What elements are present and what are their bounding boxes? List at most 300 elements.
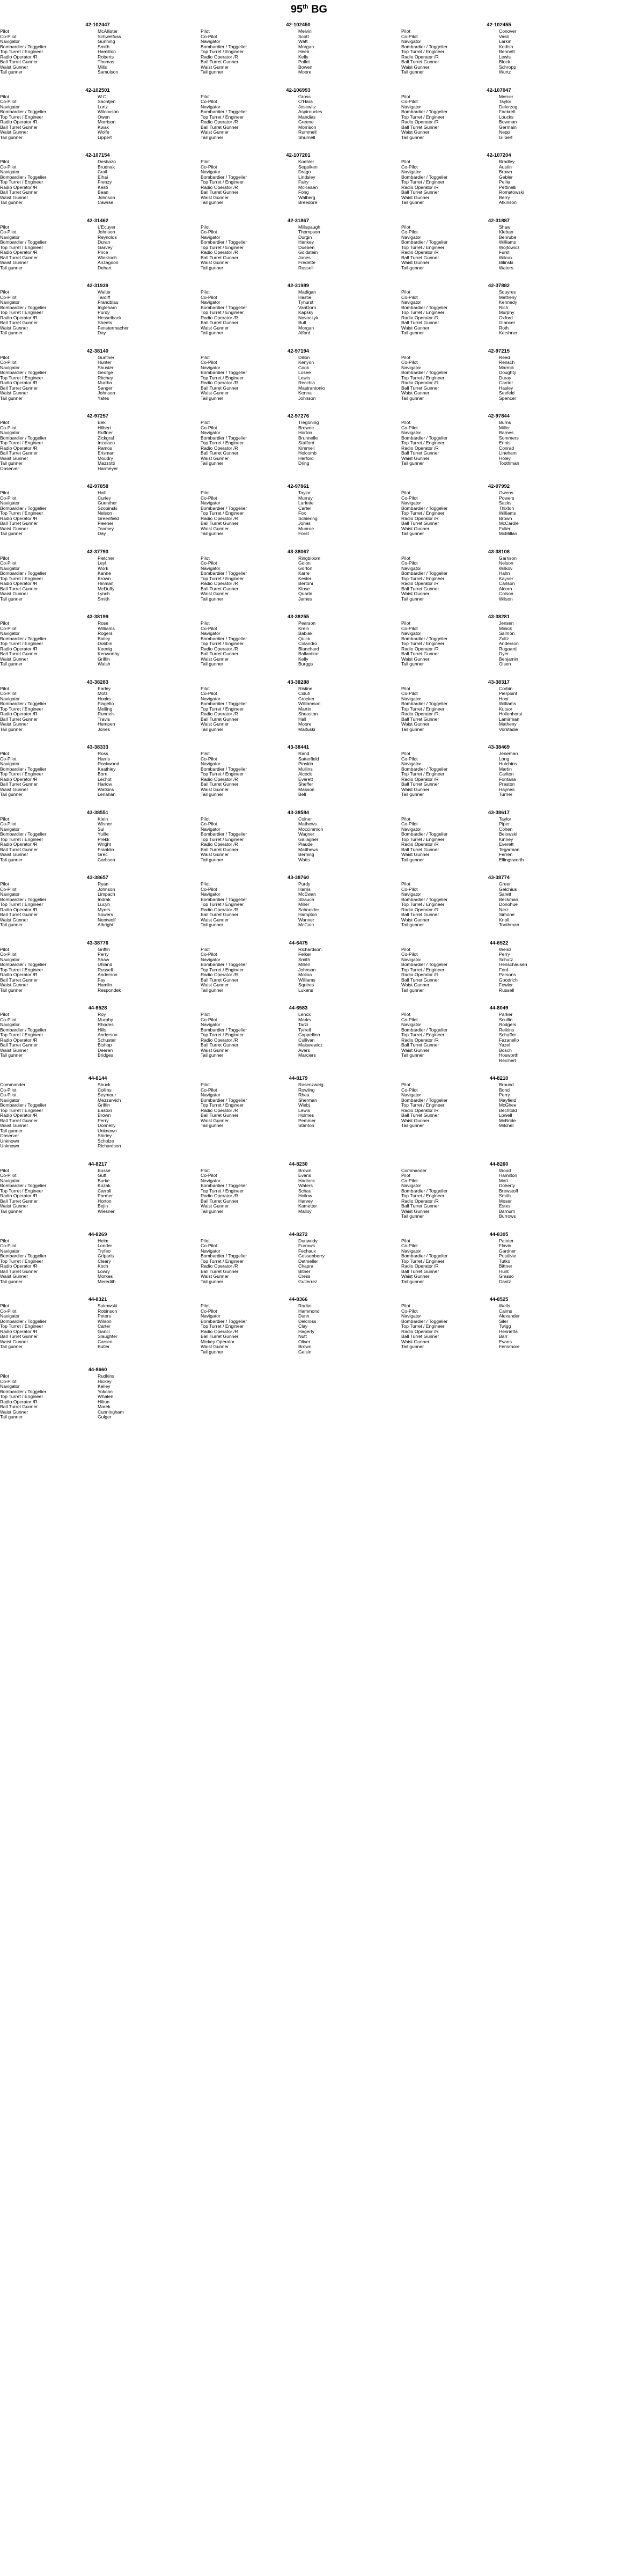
aircraft-serial: 42-102447	[85, 22, 110, 28]
crew-member-name: Rand	[298, 751, 310, 756]
aircraft-serial: 43-38108	[488, 548, 510, 555]
crew-position: Bombardier / Toggelier	[0, 1389, 47, 1394]
crew-position: Radio Operator /R	[201, 1329, 238, 1334]
crew-member-row	[0, 858, 195, 863]
crew-member-row	[0, 245, 195, 251]
crew-member-name: Felker	[298, 952, 311, 957]
crew-position: Radio Operator /R	[401, 842, 439, 847]
crew-member-name: Benrube	[499, 235, 517, 240]
crew-member-name: Work	[98, 566, 108, 571]
aircraft-serial: 43-38199	[86, 614, 109, 620]
aircraft-serial: 42-107201	[286, 152, 311, 158]
crew-member-row	[0, 1168, 195, 1174]
crew-position: Co-Pilot	[401, 164, 418, 170]
crew-member-row	[401, 918, 597, 923]
crew-member-row	[401, 597, 597, 602]
crew-position: Waist Gunner	[201, 1118, 229, 1123]
crew-position: Radio Operator /R	[401, 445, 439, 451]
crew-member-row	[0, 200, 195, 206]
crew-member-row	[0, 641, 195, 647]
crew-member-row	[201, 370, 396, 376]
crew-position: Ball Turret Gunner	[401, 385, 439, 391]
crew-member-row	[201, 115, 396, 120]
crew-position: Navigator	[201, 1248, 220, 1254]
crew-member-name: Duran	[98, 240, 111, 245]
crew-member-row	[201, 326, 396, 331]
crew-position: Pilot	[0, 947, 9, 952]
crew-member-name: Tyhurst	[298, 300, 314, 305]
aircraft-serial: 42-31867	[287, 217, 310, 224]
crew-position: Co-Pilot	[0, 561, 17, 566]
crew-position: Top Turret / Engineer	[401, 245, 445, 250]
crew-member-name: Sheffer	[298, 782, 313, 787]
crew-member-row	[0, 125, 195, 130]
crew-member-name: Greenfield	[98, 516, 119, 521]
crew-member-name: Curley	[98, 495, 111, 501]
crew-position: Radio Operator /R	[0, 120, 38, 125]
crew-member-row	[0, 1139, 195, 1144]
crew-member-row	[201, 190, 396, 195]
crew-member-row	[0, 1254, 195, 1259]
crew-member-name: Thompson	[298, 230, 320, 235]
crew-position: Tail gunner	[0, 396, 23, 401]
crew-member-row	[401, 827, 597, 832]
crew-position: Radio Operator /R	[201, 777, 238, 782]
crew-member-row	[0, 1329, 195, 1335]
crew-position: Ball Turret Gunner	[201, 1269, 239, 1274]
crew-member-row	[401, 882, 597, 887]
crew-member-name: Williams	[499, 701, 516, 706]
crew-position: Co-Pilot	[401, 495, 418, 501]
crew-member-row	[401, 360, 597, 365]
crew-member-row	[401, 1058, 597, 1064]
crew-member-row	[0, 120, 195, 125]
crew-position: Waist Gunner	[0, 456, 28, 461]
crew-position: Tail gunner	[201, 200, 224, 205]
crew-position: Navigator	[201, 566, 220, 571]
crew-position: Radio Operator /R	[0, 646, 38, 652]
crew-member-name: Frenzy	[98, 180, 112, 185]
crew-member-name: Olsen	[499, 662, 511, 667]
crew-member-name: Melvin	[298, 29, 312, 34]
crew-member-name: Roy	[98, 1012, 106, 1017]
crew-position: Radio Operator /R	[201, 1264, 238, 1269]
crew-position: Co-Pilot	[401, 691, 418, 696]
crew-position: Co-Pilot	[0, 1308, 17, 1314]
crew-position: Top Turret / Engineer	[201, 706, 244, 712]
crew-position: Ball Turret Gunner	[201, 652, 239, 656]
crew-member-name: Brunnelle	[298, 435, 318, 441]
aircraft-serial: 42-97276	[287, 413, 310, 419]
crew-member-name: Preston	[499, 782, 515, 787]
crew-position: Radio Operator /R	[401, 54, 439, 60]
crew-member-row	[0, 587, 195, 592]
crew-member-row	[0, 1404, 195, 1410]
crew-member-name: Moore	[298, 722, 312, 727]
crew-member-name: Hilton	[98, 1399, 109, 1404]
crew-member-row	[201, 827, 396, 832]
crew-position: Top Turret / Engineer	[201, 245, 244, 250]
crew-position: Top Turret / Engineer	[401, 837, 445, 842]
crew-member-row	[201, 441, 396, 446]
crew-position: Waist Gunner	[201, 391, 229, 396]
crew-member-name: Griparis	[98, 1254, 114, 1258]
crew-member-name: Blanchard	[298, 646, 319, 652]
crew-position: Co-Pilot	[0, 1243, 17, 1248]
crew-position: Top Turret / Engineer	[201, 772, 244, 777]
crew-member-row	[0, 295, 195, 301]
crew-member-name: Smith	[499, 1194, 511, 1198]
crew-member-row	[401, 135, 597, 141]
crew-member-row	[0, 105, 195, 110]
crew-member-row	[401, 762, 597, 767]
crew-position: Navigator	[0, 1022, 20, 1027]
crew-member-name: Bell	[298, 792, 306, 797]
crew-member-row	[401, 621, 597, 626]
crew-position: Co-Pilot	[401, 1017, 418, 1022]
crew-block	[401, 1075, 597, 1129]
crew-member-row	[401, 792, 597, 797]
crew-member-name: Fensmore	[499, 1344, 520, 1349]
crew-member-row	[201, 511, 396, 516]
crew-position: Co-Pilot	[201, 691, 217, 696]
crew-position: Tail gunner	[201, 1053, 224, 1058]
crew-block	[201, 1296, 396, 1355]
crew-position: Waist Gunner	[0, 1274, 28, 1279]
crew-member-name: Dehart	[98, 265, 112, 270]
crew-member-row	[401, 722, 597, 727]
crew-position: Navigator	[201, 826, 220, 832]
crew-member-row	[401, 897, 597, 903]
crew-member-name: Gross	[298, 94, 311, 99]
crew-member-name: Turner	[499, 792, 512, 797]
crew-member-row	[401, 1043, 597, 1048]
crew-member-row	[0, 727, 195, 733]
crew-position: Waist Gunner	[401, 260, 430, 265]
crew-position: Navigator	[201, 1314, 220, 1319]
crew-member-name: Evans	[298, 1173, 311, 1178]
crew-member-name: Romatowski	[499, 190, 524, 195]
crew-member-name: Lowry	[98, 1269, 110, 1274]
crew-member-name: Rodgers	[499, 1022, 517, 1027]
crew-member-name: Bowman	[499, 120, 517, 125]
crew-position: Navigator	[401, 1093, 421, 1097]
crew-member-row	[201, 396, 396, 401]
crew-member-row	[201, 1329, 396, 1335]
crew-member-name: Taylor	[298, 491, 311, 495]
crew-member-row	[401, 190, 597, 195]
crew-position: Ball Turret Gunner	[201, 385, 239, 391]
crew-member-name: Gulger	[98, 1415, 112, 1419]
crew-member-row	[0, 501, 195, 506]
crew-position: Tail gunner	[401, 596, 424, 602]
crew-member-name: Schwelfuss	[98, 34, 121, 39]
crew-member-name: Garvey	[98, 245, 113, 250]
crew-member-name: Schneider	[298, 907, 319, 912]
crew-position: Radio Operator /R	[401, 250, 439, 255]
crew-position: Ball Turret Gunner	[201, 586, 239, 591]
crew-member-row	[201, 751, 396, 757]
crew-member-row	[201, 235, 396, 240]
crew-position: Pilot	[401, 29, 410, 34]
crew-position: Tail gunner	[201, 987, 224, 993]
crew-position: Co-Pilot	[201, 1087, 217, 1093]
crew-member-name: Novoczyk	[298, 315, 319, 320]
crew-member-name: Block	[499, 60, 511, 64]
crew-position: Radio Operator /R	[0, 185, 38, 190]
crew-position: Pilot	[0, 420, 9, 425]
crew-member-row	[201, 701, 396, 707]
crew-member-name: Erisman	[98, 451, 115, 456]
crew-position: Ball Turret Gunner	[401, 652, 439, 656]
crew-member-row	[0, 923, 195, 928]
crew-position: Top Turret / Engineer	[401, 967, 445, 972]
crew-member-name: Painter	[499, 1238, 514, 1243]
crew-position: Top Turret / Engineer	[201, 114, 244, 120]
crew-member-name: Rummell	[298, 130, 317, 135]
crew-member-name: Dobbin	[98, 641, 113, 646]
crew-member-name: McBride	[499, 1118, 516, 1123]
crew-member-row	[201, 631, 396, 636]
crew-member-row	[201, 641, 396, 647]
crew-member-row	[401, 195, 597, 201]
aircraft-serial: 42-107204	[487, 152, 511, 158]
crew-member-row	[201, 571, 396, 576]
crew-member-row	[0, 1209, 195, 1214]
crew-member-name: Goodrich	[499, 977, 518, 983]
crew-position: Mickey Operator	[201, 1339, 235, 1344]
crew-member-row	[0, 99, 195, 105]
crew-member-row	[201, 912, 396, 918]
crew-member-name: Wilcoxson	[98, 109, 119, 114]
crew-member-name: Moccimmon	[298, 826, 323, 832]
crew-member-row	[201, 266, 396, 271]
crew-member-row	[201, 842, 396, 847]
crew-member-row	[401, 983, 597, 988]
crew-member-name: Ganci	[98, 1329, 110, 1334]
crew-member-name: Wells	[499, 1304, 510, 1308]
crew-member-row	[401, 1309, 597, 1314]
crew-member-name: Stanton	[298, 1123, 314, 1128]
crew-member-name: Scholze	[98, 1138, 114, 1144]
crew-member-name: Johnson	[98, 887, 115, 892]
crew-member-name: Cook	[298, 365, 310, 370]
crew-member-name: Sarett	[499, 892, 511, 897]
crew-member-name: Makarewicz	[298, 1043, 323, 1048]
crew-member-row	[201, 897, 396, 903]
crew-position: Waist Gunner	[201, 526, 229, 531]
crew-member-name: Owen	[98, 114, 110, 120]
crew-member-name: Karre	[298, 571, 310, 576]
crew-position: Top Turret / Engineer	[401, 772, 445, 777]
crew-position: Top Turret / Engineer	[401, 1194, 445, 1198]
crew-position: Observer	[0, 1133, 19, 1138]
crew-member-row	[401, 300, 597, 305]
crew-position: Waist Gunner	[0, 325, 28, 331]
crew-member-row	[401, 1012, 597, 1018]
crew-member-name: Williams	[499, 511, 516, 516]
crew-member-name: Radke	[298, 1304, 312, 1308]
crew-position: Top Turret / Engineer	[401, 441, 445, 445]
crew-member-row	[0, 817, 195, 822]
crew-member-name: Bek	[98, 420, 106, 425]
crew-position: Co-Pilot	[0, 691, 17, 696]
crew-member-name: Maltuski	[298, 727, 315, 732]
crew-member-name: Sukowski	[98, 1304, 117, 1308]
crew-position: Ball Turret Gunner	[0, 652, 38, 656]
crew-member-name: Keathley	[98, 766, 116, 772]
crew-position: Pilot	[201, 94, 210, 99]
crew-block	[201, 809, 396, 863]
crew-position: Waist Gunner	[201, 130, 229, 135]
crew-position: Top Turret / Engineer	[0, 772, 43, 777]
crew-member-name: Carter	[298, 506, 311, 511]
crew-member-row	[401, 109, 597, 115]
crew-member-row	[0, 1279, 195, 1285]
crew-member-name: Sheaston	[298, 712, 318, 716]
crew-member-row	[0, 130, 195, 135]
crew-member-row	[0, 1340, 195, 1345]
crew-position: Tail gunner	[0, 1128, 23, 1133]
crew-position: Navigator	[201, 104, 220, 109]
crew-member-row	[201, 1173, 396, 1179]
crew-member-row	[0, 1344, 195, 1350]
crew-position: Pilot	[0, 1374, 9, 1379]
crew-member-name: Johnson	[98, 230, 115, 235]
crew-position: Navigator	[0, 39, 20, 44]
crew-position: Waist Gunner	[401, 787, 430, 792]
crew-member-row	[0, 847, 195, 853]
crew-member-row	[0, 887, 195, 892]
crew-member-row	[201, 1304, 396, 1309]
crew-member-row	[0, 626, 195, 632]
crew-member-name: Bishop	[98, 1043, 112, 1048]
crew-position: Tail gunner	[0, 331, 23, 335]
crew-position: Waist Gunner	[0, 852, 28, 857]
crew-member-name: Horton	[298, 430, 312, 435]
crew-member-name: Fontana	[499, 777, 516, 782]
crew-member-name: Madigan	[298, 290, 316, 295]
crew-member-name: Recchia	[298, 380, 315, 385]
crew-member-row	[401, 331, 597, 336]
crew-member-name: Miller	[499, 425, 510, 430]
crew-position: Navigator	[401, 1248, 421, 1254]
crew-position: Top Turret / Engineer	[0, 180, 43, 185]
crew-position: Ball Turret Gunner	[401, 255, 439, 260]
crew-position: Radio Operator /R	[201, 907, 238, 912]
crew-position: Top Turret / Engineer	[0, 576, 43, 581]
crew-position: Waist Gunner	[401, 195, 430, 200]
crew-member-name: Richardson	[298, 947, 322, 952]
crew-member-row	[0, 380, 195, 386]
crew-member-name: Helm	[98, 1238, 109, 1243]
crew-member-row	[401, 461, 597, 466]
crew-member-row	[401, 1194, 597, 1199]
crew-position: Bombardier / Toggelier	[201, 701, 247, 706]
crew-member-name: Watts	[298, 857, 310, 862]
crew-member-name: Pinskin	[298, 762, 313, 766]
crew-position: Commander	[401, 1168, 427, 1173]
crew-member-name: Lucyn	[98, 902, 110, 907]
crew-member-row	[0, 897, 195, 903]
crew-member-name: Tarzi	[298, 1022, 308, 1027]
crew-position: Navigator	[201, 300, 220, 305]
crew-member-row	[401, 125, 597, 130]
crew-position: Pilot	[0, 491, 9, 495]
crew-position: Navigator	[0, 235, 20, 240]
crew-position: Ball Turret Gunner	[401, 847, 439, 852]
crew-member-name: Koenig	[98, 646, 112, 652]
crew-member-name: Lurtz	[98, 104, 108, 109]
crew-position: Co-Pilot	[401, 887, 418, 892]
crew-member-name: Thixton	[499, 506, 514, 511]
crew-member-row	[0, 1022, 195, 1028]
crew-position: Ball Turret Gunner	[201, 1043, 239, 1048]
crew-member-row	[0, 1204, 195, 1209]
aircraft-serial: 42-31989	[287, 283, 310, 289]
crew-position: Bombardier / Toggelier	[401, 636, 448, 641]
crew-member-row	[0, 662, 195, 667]
crew-position: Radio Operator /R	[0, 712, 38, 716]
crew-member-row	[201, 240, 396, 245]
crew-member-name: Durgin	[298, 235, 312, 240]
crew-member-name: Carlton	[499, 772, 514, 777]
crew-member-row	[201, 621, 396, 626]
crew-position: Top Turret / Engineer	[0, 1394, 43, 1399]
crew-position: Top Turret / Engineer	[401, 1033, 445, 1037]
crew-position: Tail gunner	[401, 461, 424, 466]
crew-member-name: VanDorn	[298, 305, 317, 310]
crew-member-row	[0, 566, 195, 572]
crew-member-name: Roberts	[98, 54, 114, 60]
crew-member-name: Ennis	[499, 441, 511, 445]
crew-member-name: Cawrse	[98, 200, 114, 205]
crew-member-name: Everett	[499, 842, 514, 847]
crew-member-row	[0, 365, 195, 371]
crew-member-row	[201, 1088, 396, 1093]
crew-position: Waist Gunner	[0, 526, 28, 531]
crew-position: Co-Pilot	[0, 1087, 17, 1093]
crew-position: Waist Gunner	[0, 722, 28, 727]
crew-member-row	[201, 380, 396, 386]
crew-position: Radio Operator /R	[401, 1198, 439, 1204]
crew-member-row	[0, 652, 195, 657]
crew-member-row	[0, 441, 195, 446]
crew-member-name: Johnson	[298, 967, 316, 972]
crew-member-row	[201, 591, 396, 597]
crew-member-name: Kelly	[298, 656, 308, 662]
crew-position: Navigator	[401, 696, 421, 701]
crew-member-name: Wojtowicz	[499, 245, 520, 250]
crew-member-name: Lenox	[298, 1012, 311, 1017]
crew-member-row	[0, 45, 195, 50]
crew-member-row	[0, 420, 195, 426]
crew-position: Navigator	[201, 39, 220, 44]
crew-member-name: Hempen	[98, 722, 115, 727]
crew-position: Radio Operator /R	[401, 972, 439, 977]
crew-position: Navigator	[201, 501, 220, 506]
crew-member-row	[401, 1243, 597, 1249]
crew-member-row	[0, 647, 195, 652]
crew-member-name: Gallagher	[298, 837, 319, 842]
crew-member-name: Tryfeo	[98, 1248, 111, 1254]
crew-member-row	[201, 1043, 396, 1048]
crew-member-row	[401, 1204, 597, 1209]
crew-member-row	[0, 1088, 195, 1093]
crew-member-name: Guenther	[98, 501, 117, 506]
crew-member-name: Molina	[298, 972, 312, 977]
crew-member-name: Fay	[98, 977, 106, 983]
